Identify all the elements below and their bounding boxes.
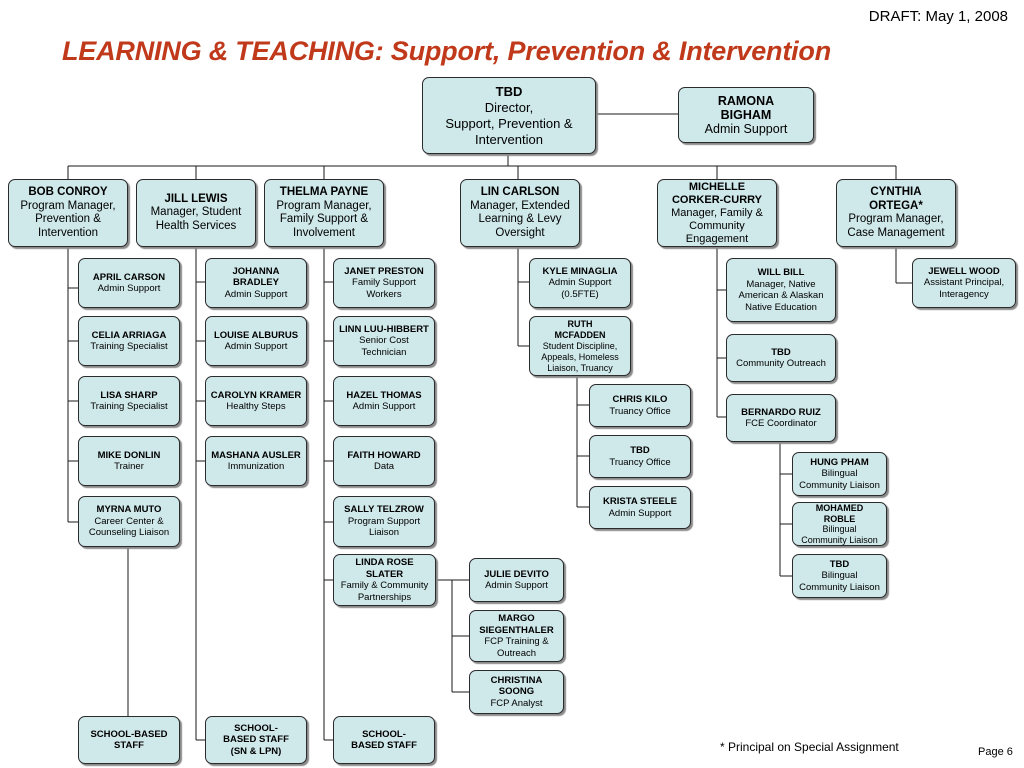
manager-role: Program Manager, Prevention & Intervention xyxy=(20,199,116,239)
staff-name: JEWELL WOOD xyxy=(928,265,1000,277)
staff-name: BERNARDO RUIZ xyxy=(741,406,821,418)
staff-box xyxy=(78,496,180,547)
staff-name: LINN LUU-HIBBERT xyxy=(339,323,429,335)
staff-role: FCP Training & Outreach xyxy=(484,636,549,659)
staff-name: MARGO SIEGENTHALER xyxy=(479,613,554,636)
page-number: Page 6 xyxy=(978,746,1013,758)
staff-name: MYRNA MUTO xyxy=(96,504,162,516)
staff-name: CHRISTINA SOONG xyxy=(490,674,543,698)
staff-box xyxy=(78,316,180,366)
manager-role: Program Manager, Family Support & Involvement xyxy=(276,199,372,239)
staff-name: JANET PRESTON xyxy=(344,265,424,277)
staff-name: JOHANNA BRADLEY xyxy=(232,265,280,289)
staff-role: FCP Analyst xyxy=(490,697,543,709)
staff-name: CELIA ARRIAGA xyxy=(91,329,167,341)
staff-box xyxy=(726,394,836,442)
staff-name: CAROLYN KRAMER xyxy=(210,389,302,401)
staff-name: MASHANA AUSLER xyxy=(211,449,301,461)
staff-box xyxy=(792,452,887,496)
manager-name: LIN CARLSON xyxy=(480,186,560,198)
staff-role: Family & Community Partnerships xyxy=(340,580,429,603)
admin-role: Admin Support xyxy=(704,122,788,136)
school-based-staff-box xyxy=(78,716,180,764)
manager-role: Manager, Family & Community Engagement xyxy=(671,206,763,245)
staff-role: Family Support Workers xyxy=(352,277,416,300)
manager-name: CYNTHIA ORTEGA* xyxy=(869,186,923,212)
staff-role: Training Specialist xyxy=(90,401,168,412)
staff-box xyxy=(78,436,180,486)
staff-name: MOHAMED ROBLE xyxy=(815,503,864,524)
staff-box xyxy=(78,258,180,308)
staff-box xyxy=(205,436,307,486)
staff-name: LISA SHARP xyxy=(100,389,158,401)
staff-box xyxy=(469,670,564,714)
staff-box xyxy=(792,554,887,598)
staff-box xyxy=(333,316,435,366)
staff-name: WILL BILL xyxy=(757,267,805,278)
manager-role: Manager, Student Health Services xyxy=(150,206,242,232)
staff-name: TBD xyxy=(630,445,650,456)
manager-box xyxy=(836,179,956,247)
staff-role: Truancy Office xyxy=(609,405,671,417)
staff-name: SCHOOL-BASED STAFF xyxy=(90,728,168,751)
staff-name: FAITH HOWARD xyxy=(347,449,421,461)
staff-role: Healthy Steps xyxy=(226,401,286,412)
staff-role: Admin Support xyxy=(608,507,672,519)
staff-box xyxy=(333,376,435,426)
staff-name: TBD xyxy=(829,558,850,570)
staff-name: HAZEL THOMAS xyxy=(346,389,422,401)
staff-box xyxy=(529,258,631,308)
staff-role: Bilingual Community Liaison xyxy=(799,468,880,491)
staff-name: MIKE DONLIN xyxy=(97,449,161,461)
staff-role: Community Outreach xyxy=(736,358,826,369)
manager-box xyxy=(136,179,256,247)
staff-box xyxy=(205,376,307,426)
staff-role: Assistant Principal, Interagency xyxy=(923,277,1005,300)
staff-name: RUTH MCFADDEN xyxy=(554,318,606,340)
admin-name: RAMONA BIGHAM xyxy=(717,94,775,122)
staff-role: Admin Support xyxy=(485,580,548,591)
staff-box xyxy=(469,558,564,602)
staff-name: APRIL CARSON xyxy=(92,271,166,283)
staff-role: Bilingual Community Liaison xyxy=(801,524,878,545)
staff-name: TBD xyxy=(771,346,791,358)
staff-box xyxy=(333,496,435,547)
staff-box xyxy=(78,376,180,426)
manager-box xyxy=(460,179,580,247)
manager-box xyxy=(657,179,777,247)
staff-box xyxy=(333,258,435,308)
draft-date: DRAFT: May 1, 2008 xyxy=(868,8,1008,25)
staff-role: Truancy Office xyxy=(609,456,671,468)
staff-box xyxy=(333,554,436,606)
manager-role: Program Manager, Case Management xyxy=(847,213,945,239)
staff-box xyxy=(205,316,307,366)
staff-role: Career Center & Counseling Liaison xyxy=(88,515,170,539)
staff-role: Trainer xyxy=(114,461,144,472)
staff-role: Admin Support xyxy=(352,401,416,412)
footnote: * Principal on Special Assignment xyxy=(720,740,899,754)
staff-name: JULIE DEVITO xyxy=(484,568,549,580)
staff-box xyxy=(205,258,307,308)
staff-role: Admin Support (0.5FTE) xyxy=(548,277,612,300)
admin-support-box xyxy=(678,87,814,143)
manager-box xyxy=(8,179,128,247)
manager-box xyxy=(264,179,384,247)
staff-role: Program Support Liaison xyxy=(347,515,421,539)
staff-role: FCE Coordinator xyxy=(745,418,817,429)
staff-role: Training Specialist xyxy=(90,341,168,352)
staff-box xyxy=(589,486,691,529)
staff-box xyxy=(726,334,836,382)
staff-role: Manager, Native American & Alaskan Native Education xyxy=(738,278,824,313)
director-box xyxy=(422,77,596,154)
staff-role: Immunization xyxy=(227,461,285,472)
manager-name: MICHELLE CORKER-CURRY xyxy=(671,180,763,206)
staff-role: Admin Support xyxy=(224,341,288,352)
staff-role: Data xyxy=(373,461,395,472)
staff-box xyxy=(726,258,836,322)
staff-name: CHRIS KILO xyxy=(612,394,668,405)
staff-name: HUNG PHAM xyxy=(810,456,869,468)
staff-box xyxy=(912,258,1016,308)
staff-name: KRISTA STEELE xyxy=(603,496,677,507)
director-role: Director, Support, Prevention & Intervention xyxy=(445,99,573,147)
staff-box xyxy=(589,435,691,478)
school-based-staff-box xyxy=(205,716,307,764)
manager-name: THELMA PAYNE xyxy=(279,186,369,198)
staff-role: Admin Support xyxy=(224,288,288,300)
staff-box xyxy=(792,502,887,546)
staff-role: Bilingual Community Liaison xyxy=(799,570,880,593)
staff-box xyxy=(333,436,435,486)
manager-name: JILL LEWIS xyxy=(164,192,228,205)
staff-box xyxy=(469,610,564,662)
staff-name: SALLY TELZROW xyxy=(344,504,424,516)
page-title: LEARNING & TEACHING: Support, Prevention & Intervention xyxy=(62,36,832,66)
school-based-staff-box xyxy=(333,716,435,764)
staff-role: Senior Cost Technician xyxy=(359,335,409,358)
staff-name: KYLE MINAGLIA xyxy=(542,265,618,277)
staff-role: Student Discipline, Appeals, Homeless Liaison, Truancy xyxy=(541,340,619,373)
staff-name: LINDA ROSE SLATER xyxy=(355,557,414,580)
manager-name: BOB CONROY xyxy=(28,186,108,198)
staff-role: Admin Support xyxy=(97,283,161,294)
staff-box xyxy=(529,316,631,376)
staff-name: SCHOOL- BASED STAFF xyxy=(351,728,417,751)
staff-box xyxy=(589,384,691,427)
staff-name: LOUISE ALBURUS xyxy=(213,329,299,341)
manager-role: Manager, Extended Learning & Levy Oversight xyxy=(470,199,570,239)
director-name: TBD xyxy=(495,83,523,99)
staff-name: SCHOOL- BASED STAFF (SN & LPN) xyxy=(223,722,289,757)
